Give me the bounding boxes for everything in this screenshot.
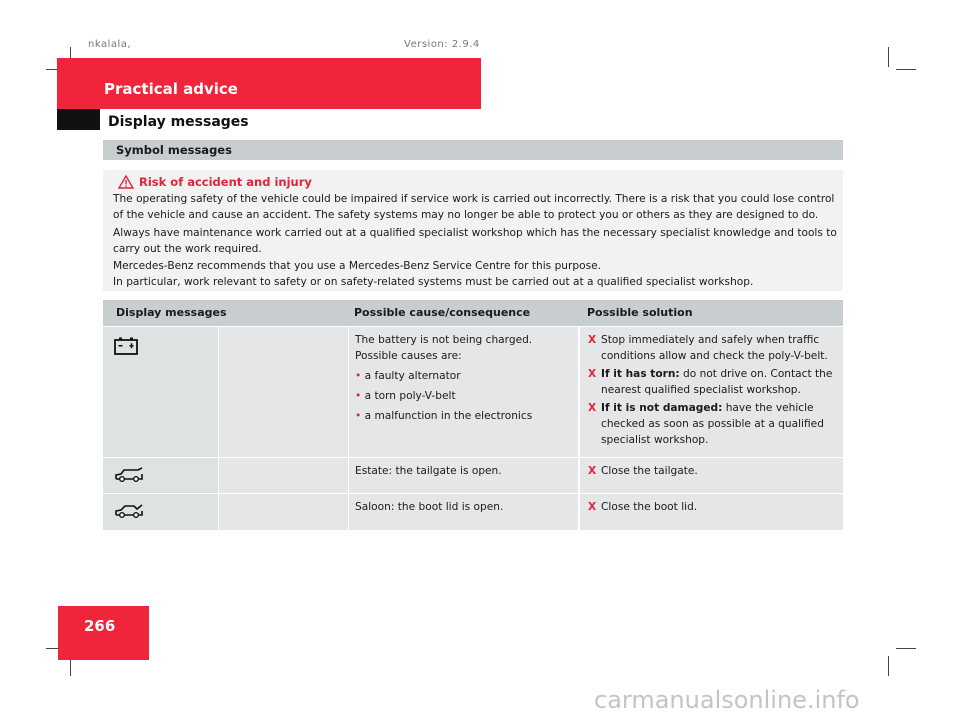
step-arrow-icon: X bbox=[588, 501, 597, 513]
table-row bbox=[103, 494, 843, 530]
warning-paragraph: In particular, work relevant to safety or on safety-related systems must be carried out at a qualified specialist workshop. bbox=[113, 276, 754, 288]
cause-cell bbox=[348, 494, 578, 530]
warning-box bbox=[103, 170, 843, 291]
solution-bold: If it has torn: bbox=[601, 368, 680, 380]
empty-cell bbox=[218, 494, 349, 530]
warning-paragraph: Mercedes-Benz recommends that you use a Mercedes-Benz Service Centre for this purpose. bbox=[113, 260, 601, 272]
battery-icon bbox=[114, 337, 138, 355]
warning-triangle-icon bbox=[118, 175, 134, 189]
symbol-messages-heading bbox=[103, 140, 843, 160]
step-arrow-icon: X bbox=[588, 334, 597, 346]
header-marker bbox=[57, 109, 100, 130]
symbol-messages-label: Symbol messages bbox=[116, 143, 232, 157]
watermark: carmanualsonline.info bbox=[594, 686, 860, 714]
cause-bullet-text: a malfunction in the electronics bbox=[364, 410, 533, 422]
cause-text: Saloon: the boot lid is open. bbox=[355, 501, 504, 513]
solution-step bbox=[588, 400, 839, 448]
meta-version: Version: 2.9.4 bbox=[404, 39, 480, 50]
cause-bullet: • a faulty alternator bbox=[355, 370, 461, 382]
solution-text: Close the tailgate. bbox=[601, 465, 698, 477]
meta-left: nkalala, bbox=[88, 39, 132, 50]
column-header: Display messages bbox=[116, 306, 227, 319]
solution-text: Stop immediately and safely when traffic conditions allow and check the poly-V-belt. bbox=[601, 334, 828, 362]
page-title: Display messages bbox=[108, 114, 249, 130]
cause-text: Estate: the tailgate is open. bbox=[355, 465, 502, 477]
solution-bold: If it is not damaged: bbox=[601, 402, 723, 414]
crop-mark bbox=[896, 69, 916, 70]
cause-cell bbox=[348, 327, 578, 457]
warning-title: Risk of accident and injury bbox=[139, 175, 312, 189]
solution-step bbox=[588, 332, 839, 364]
column-header: Possible cause/consequence bbox=[354, 306, 531, 319]
solution-cell bbox=[579, 494, 843, 530]
cause-bullet: • a malfunction in the electronics bbox=[355, 410, 533, 422]
table-row bbox=[103, 327, 843, 457]
icon-cell bbox=[103, 494, 218, 530]
crop-mark bbox=[896, 648, 916, 649]
saloon-boot-open-icon bbox=[115, 502, 143, 520]
section-title: Practical advice bbox=[104, 80, 238, 98]
step-arrow-icon: X bbox=[588, 368, 597, 380]
table-row bbox=[103, 458, 843, 493]
icon-cell bbox=[103, 327, 218, 457]
solution-text: have the vehicle checked as soon as possible at a qualified specialist workshop. bbox=[601, 402, 824, 446]
warning-paragraph: The operating safety of the vehicle could be impaired if service work is carried out incorrectly. There is a risk that you could lose control of the vehicle and cause an accident. The safety systems may no longer be able to protect you or others as they are designed to do. bbox=[113, 193, 835, 221]
empty-cell bbox=[218, 458, 349, 493]
cause-bullet-text: a faulty alternator bbox=[364, 370, 461, 382]
warning-paragraph: Always have maintenance work carried out at a qualified specialist workshop which has the necessary specialist knowledge and tools to carry out the work required. bbox=[113, 227, 837, 255]
cause-cell bbox=[348, 458, 578, 493]
solution-text: Close the boot lid. bbox=[601, 501, 698, 513]
step-arrow-icon: X bbox=[588, 465, 597, 477]
crop-mark bbox=[888, 656, 889, 676]
column-header: Possible solution bbox=[587, 306, 693, 319]
cause-bullet: • a torn poly-V-belt bbox=[355, 390, 456, 402]
step-arrow-icon: X bbox=[588, 402, 597, 414]
crop-mark bbox=[888, 47, 889, 67]
solution-step bbox=[588, 499, 839, 515]
icon-cell bbox=[103, 458, 218, 493]
solution-step bbox=[588, 463, 839, 479]
empty-cell bbox=[218, 327, 349, 457]
solution-cell bbox=[579, 327, 843, 457]
cause-bullet-text: a torn poly-V-belt bbox=[364, 390, 456, 402]
table-header-row bbox=[103, 300, 843, 326]
solution-text: do not drive on. Contact the nearest qualified specialist workshop. bbox=[601, 368, 833, 396]
cause-text: The battery is not being charged. Possible causes are: bbox=[355, 334, 533, 362]
page-number: 266 bbox=[84, 617, 116, 635]
estate-tailgate-open-icon bbox=[115, 466, 143, 484]
solution-cell bbox=[579, 458, 843, 493]
solution-step bbox=[588, 366, 839, 398]
